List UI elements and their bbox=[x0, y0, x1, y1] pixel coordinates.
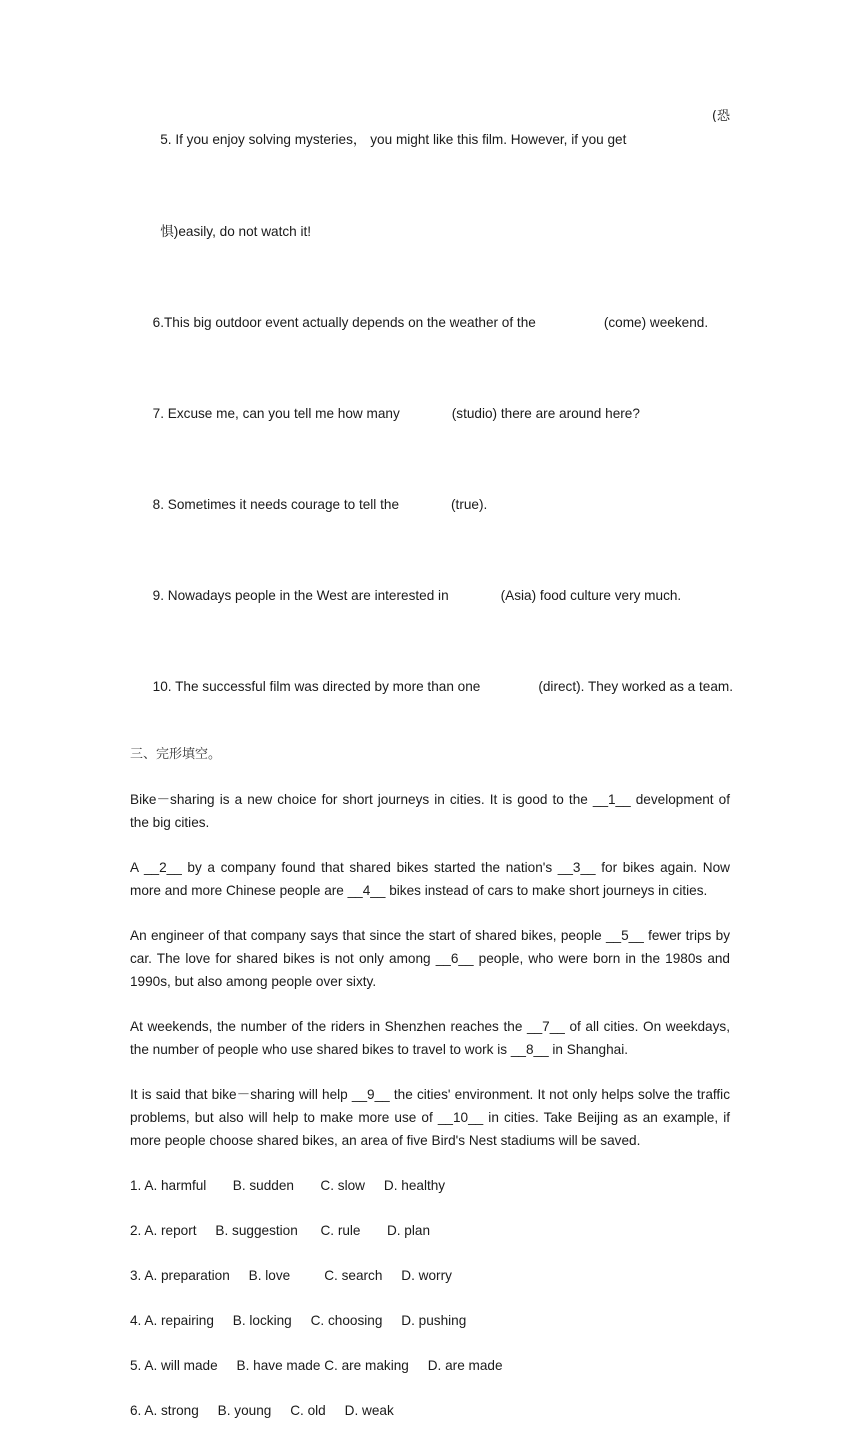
option-c: C. choosing bbox=[310, 1313, 383, 1328]
option-number: 1. bbox=[130, 1178, 142, 1193]
option-c: C. slow bbox=[320, 1178, 365, 1193]
option-c: C. search bbox=[324, 1268, 383, 1283]
option-d: D. are made bbox=[427, 1358, 503, 1373]
question-6-hint: (come) weekend. bbox=[603, 315, 709, 330]
question-5-text-cont: 惧)easily, do not watch it! bbox=[160, 224, 312, 239]
option-row-6 bbox=[130, 1399, 730, 1422]
fill-in-question-7 bbox=[130, 379, 730, 448]
option-b: B. locking bbox=[232, 1313, 292, 1328]
fill-in-question-5 bbox=[130, 105, 730, 266]
passage-paragraph-3: An engineer of that company says that since the start of shared bikes, people __5__ fewer trips by car. The love for shared bikes is not only among __6__ people, who were born in the 1980s and 1990s, but also among people over sixty. bbox=[130, 928, 730, 989]
option-c: C. old bbox=[290, 1403, 326, 1418]
option-row-5 bbox=[130, 1354, 730, 1377]
option-a: A. preparation bbox=[144, 1268, 230, 1283]
option-a: A. will made bbox=[144, 1358, 218, 1373]
question-7-text: 7. Excuse me, can you tell me how many bbox=[152, 406, 400, 421]
option-d: D. healthy bbox=[383, 1178, 446, 1193]
fill-in-question-6 bbox=[130, 288, 730, 357]
option-number: 3. bbox=[130, 1268, 142, 1283]
fill-in-question-9 bbox=[130, 561, 730, 630]
question-10-hint: (direct). They worked as a team. bbox=[538, 679, 734, 694]
option-d: D. weak bbox=[344, 1403, 394, 1418]
option-a: A. harmful bbox=[144, 1178, 207, 1193]
option-number: 6. bbox=[130, 1403, 142, 1418]
question-5-text: 5. If you enjoy solving mysteries， you might like this film. However, if you get bbox=[160, 132, 627, 147]
option-a: A. report bbox=[144, 1223, 197, 1238]
option-row-1 bbox=[130, 1174, 730, 1197]
option-row-2 bbox=[130, 1219, 730, 1242]
passage-paragraph-1: Bike－sharing is a new choice for short journeys in cities. It is good to the __1__ development of the big cities. bbox=[130, 792, 730, 830]
option-a: A. repairing bbox=[144, 1313, 214, 1328]
passage-paragraph-4: At weekends, the number of the riders in Shenzhen reaches the __7__ of all cities. On weekdays, the number of people who use shared bikes to travel to work is __8__ in Shanghai. bbox=[130, 1019, 730, 1057]
passage-paragraph-2: A __2__ by a company found that shared bikes started the nation's __3__ for bikes again. Now more and more Chinese people are __4__ bikes instead of cars to make short journeys in cities. bbox=[130, 860, 730, 898]
fill-in-question-10 bbox=[130, 652, 734, 721]
option-b: B. have made bbox=[236, 1358, 321, 1373]
option-number: 2. bbox=[130, 1223, 142, 1238]
option-b: B. love bbox=[248, 1268, 291, 1283]
option-c: C. are making bbox=[324, 1358, 409, 1373]
question-9-hint: (Asia) food culture very much. bbox=[500, 588, 682, 603]
question-8-hint: (true). bbox=[451, 497, 488, 512]
question-6-text: 6.This big outdoor event actually depends on the weather of the bbox=[152, 315, 536, 330]
option-a: A. strong bbox=[144, 1403, 199, 1418]
passage-paragraph-5: It is said that bike－sharing will help __9__ the cities' environment. It not only helps solve the traffic problems, but also will help to make more use of __10__ in cities. Take Beijing as an example, if more people choose shared bikes, an area of five Bird's Nest stadiums will be saved. bbox=[130, 1087, 730, 1148]
section-heading: 三、完形填空。 bbox=[130, 747, 222, 762]
question-10-text: 10. The successful film was directed by more than one bbox=[152, 679, 481, 694]
question-9-text: 9. Nowadays people in the West are interested in bbox=[152, 588, 449, 603]
option-number: 4. bbox=[130, 1313, 142, 1328]
option-b: B. suggestion bbox=[215, 1223, 298, 1238]
option-b: B. sudden bbox=[232, 1178, 294, 1193]
option-c: C. rule bbox=[320, 1223, 361, 1238]
question-5-line-2 bbox=[130, 197, 730, 266]
option-b: B. young bbox=[217, 1403, 272, 1418]
option-number: 5. bbox=[130, 1358, 142, 1373]
question-7-hint: (studio) there are around here? bbox=[451, 406, 640, 421]
question-8-text: 8. Sometimes it needs courage to tell the bbox=[152, 497, 400, 512]
document-content bbox=[130, 105, 734, 1444]
fill-in-question-8 bbox=[130, 470, 730, 539]
question-5-line-1 bbox=[130, 105, 730, 197]
option-d: D. pushing bbox=[401, 1313, 467, 1328]
option-d: D. worry bbox=[401, 1268, 452, 1283]
option-d: D. plan bbox=[386, 1223, 431, 1238]
question-5-hint-start: (恐 bbox=[711, 109, 730, 124]
option-row-4 bbox=[130, 1309, 730, 1332]
option-row-3 bbox=[130, 1264, 730, 1287]
